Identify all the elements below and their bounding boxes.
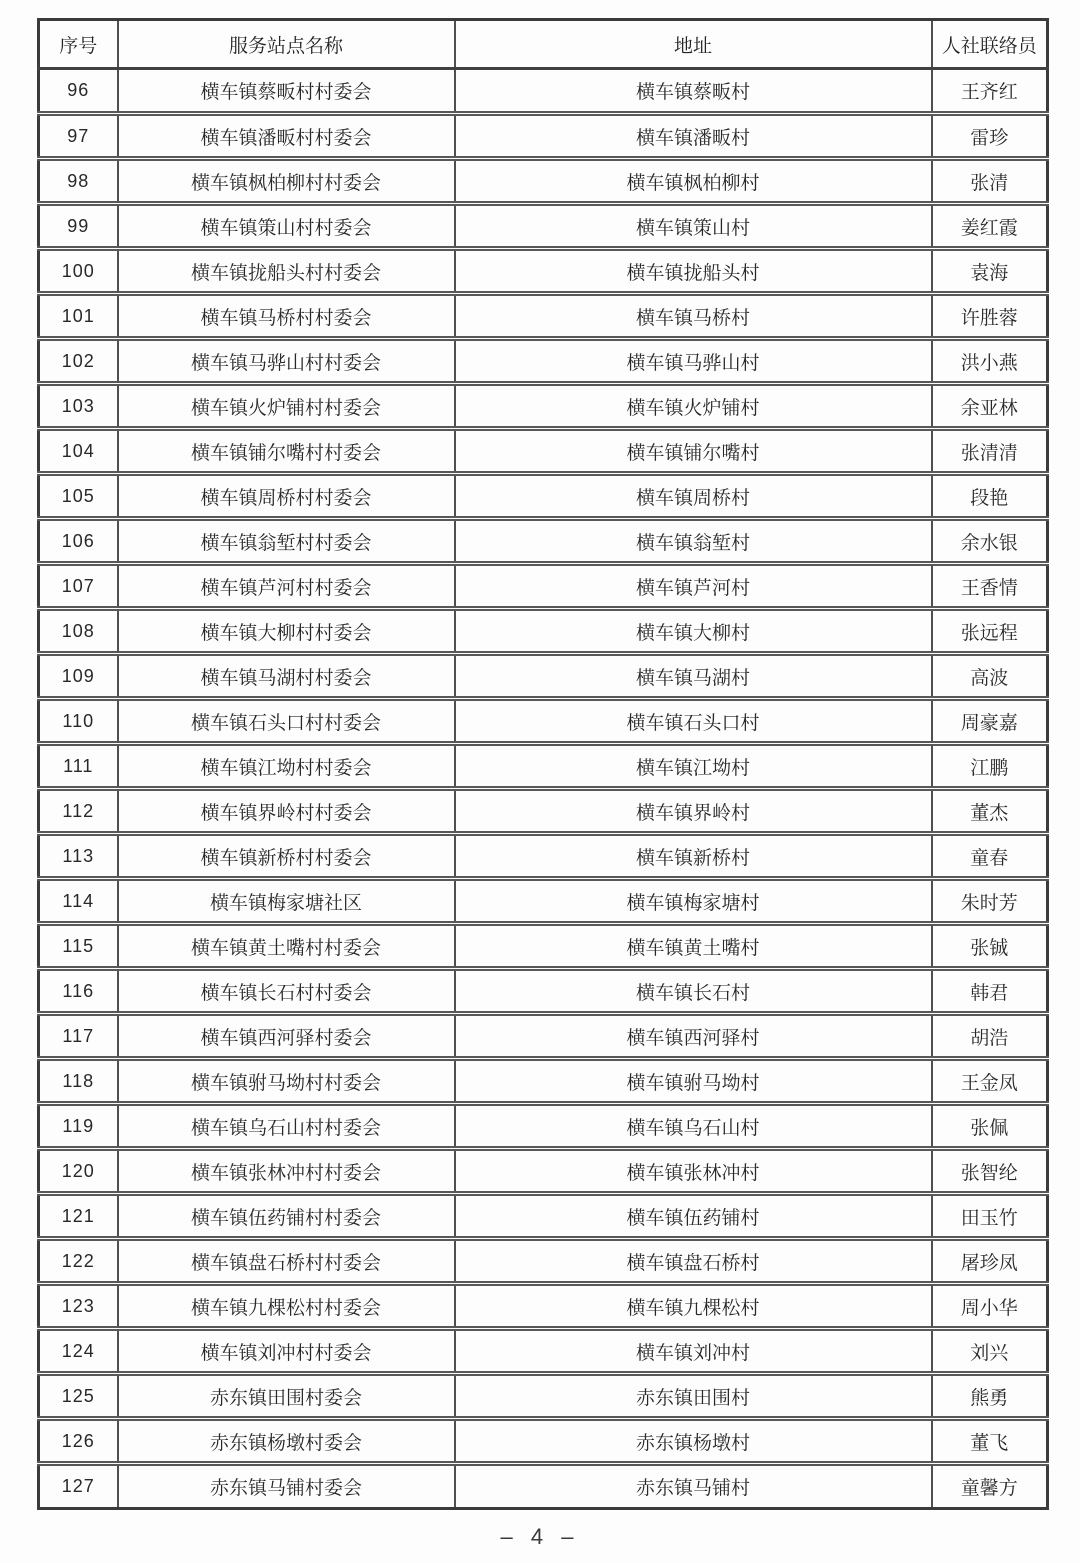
liaison-cell: 朱时芳 — [932, 879, 1048, 924]
address-cell: 横车镇伍药铺村 — [455, 1194, 932, 1239]
table-row — [39, 114, 1048, 159]
station-name-cell: 横车镇梅家塘社区 — [118, 879, 455, 924]
serial-cell: 115 — [39, 924, 118, 969]
serial-cell: 100 — [39, 249, 118, 294]
serial-cell: 111 — [39, 744, 118, 789]
liaison-cell: 王齐红 — [932, 69, 1048, 114]
station-name-cell: 赤东镇杨墩村委会 — [118, 1419, 455, 1464]
table-row — [39, 654, 1048, 699]
station-name-cell: 横车镇黄土嘴村村委会 — [118, 924, 455, 969]
serial-cell: 117 — [39, 1014, 118, 1059]
address-cell: 赤东镇田围村 — [455, 1374, 932, 1419]
address-cell: 赤东镇马铺村 — [455, 1464, 932, 1509]
address-cell: 横车镇石头口村 — [455, 699, 932, 744]
serial-cell: 102 — [39, 339, 118, 384]
liaison-cell: 胡浩 — [932, 1014, 1048, 1059]
station-name-cell: 横车镇潘畈村村委会 — [118, 114, 455, 159]
station-name-cell: 横车镇火炉铺村村委会 — [118, 384, 455, 429]
station-name-cell: 横车镇盘石桥村村委会 — [118, 1239, 455, 1284]
page-number: – 4 – — [500, 1524, 580, 1549]
liaison-cell: 张远程 — [932, 609, 1048, 654]
liaison-cell: 姜红霞 — [932, 204, 1048, 249]
station-name-cell: 横车镇枫柏柳村村委会 — [118, 159, 455, 204]
address-cell: 横车镇潘畈村 — [455, 114, 932, 159]
station-name-cell: 横车镇芦河村村委会 — [118, 564, 455, 609]
serial-cell: 107 — [39, 564, 118, 609]
table-row — [39, 294, 1048, 339]
serial-cell: 106 — [39, 519, 118, 564]
serial-cell: 110 — [39, 699, 118, 744]
station-name-cell: 横车镇长石村村委会 — [118, 969, 455, 1014]
liaison-cell: 许胜蓉 — [932, 294, 1048, 339]
table-row — [39, 204, 1048, 249]
liaison-cell: 韩君 — [932, 969, 1048, 1014]
address-cell: 横车镇梅家塘村 — [455, 879, 932, 924]
address-cell: 横车镇翁堑村 — [455, 519, 932, 564]
serial-cell: 103 — [39, 384, 118, 429]
serial-cell: 121 — [39, 1194, 118, 1239]
liaison-cell: 张清 — [932, 159, 1048, 204]
liaison-cell: 张清清 — [932, 429, 1048, 474]
address-cell: 横车镇芦河村 — [455, 564, 932, 609]
table-row — [39, 1239, 1048, 1284]
station-name-cell: 横车镇乌石山村村委会 — [118, 1104, 455, 1149]
address-cell: 横车镇长石村 — [455, 969, 932, 1014]
address-cell: 横车镇乌石山村 — [455, 1104, 932, 1149]
table-row — [39, 384, 1048, 429]
station-name-cell: 横车镇蔡畈村村委会 — [118, 69, 455, 114]
station-name-cell: 横车镇界岭村村委会 — [118, 789, 455, 834]
table-row — [39, 159, 1048, 204]
serial-cell: 104 — [39, 429, 118, 474]
table-row — [39, 879, 1048, 924]
table-row — [39, 1329, 1048, 1374]
station-name-cell: 横车镇周桥村村委会 — [118, 474, 455, 519]
table-row — [39, 429, 1048, 474]
address-cell: 横车镇西河驿村 — [455, 1014, 932, 1059]
address-cell: 横车镇九棵松村 — [455, 1284, 932, 1329]
serial-cell: 119 — [39, 1104, 118, 1149]
address-cell: 横车镇拢船头村 — [455, 249, 932, 294]
table-row — [39, 474, 1048, 519]
liaison-cell: 刘兴 — [932, 1329, 1048, 1374]
table-row — [39, 1059, 1048, 1104]
serial-cell: 120 — [39, 1149, 118, 1194]
address-cell: 横车镇枫柏柳村 — [455, 159, 932, 204]
serial-cell: 97 — [39, 114, 118, 159]
station-name-cell: 横车镇马湖村村委会 — [118, 654, 455, 699]
liaison-cell: 张智纶 — [932, 1149, 1048, 1194]
liaison-cell: 田玉竹 — [932, 1194, 1048, 1239]
address-cell: 横车镇黄土嘴村 — [455, 924, 932, 969]
liaison-cell: 童春 — [932, 834, 1048, 879]
liaison-cell: 余水银 — [932, 519, 1048, 564]
liaison-cell: 洪小燕 — [932, 339, 1048, 384]
liaison-cell: 董杰 — [932, 789, 1048, 834]
serial-cell: 99 — [39, 204, 118, 249]
col-header-liaison: 人社联络员 — [932, 20, 1048, 69]
address-cell: 横车镇蔡畈村 — [455, 69, 932, 114]
address-cell: 横车镇马桥村 — [455, 294, 932, 339]
station-name-cell: 横车镇石头口村村委会 — [118, 699, 455, 744]
station-name-cell: 横车镇翁堑村村委会 — [118, 519, 455, 564]
station-name-cell: 横车镇马骅山村村委会 — [118, 339, 455, 384]
col-header-station: 服务站点名称 — [118, 20, 455, 69]
station-name-cell: 横车镇张林冲村村委会 — [118, 1149, 455, 1194]
liaison-cell: 屠珍凤 — [932, 1239, 1048, 1284]
address-cell: 赤东镇杨墩村 — [455, 1419, 932, 1464]
liaison-cell: 江鹏 — [932, 744, 1048, 789]
serial-cell: 113 — [39, 834, 118, 879]
address-cell: 横车镇刘冲村 — [455, 1329, 932, 1374]
address-cell: 横车镇马骅山村 — [455, 339, 932, 384]
station-name-cell: 横车镇驸马坳村村委会 — [118, 1059, 455, 1104]
address-cell: 横车镇驸马坳村 — [455, 1059, 932, 1104]
serial-cell: 109 — [39, 654, 118, 699]
station-name-cell: 横车镇刘冲村村委会 — [118, 1329, 455, 1374]
liaison-cell: 高波 — [932, 654, 1048, 699]
serial-cell: 116 — [39, 969, 118, 1014]
table-row — [39, 969, 1048, 1014]
address-cell: 横车镇铺尔嘴村 — [455, 429, 932, 474]
table-row — [39, 744, 1048, 789]
liaison-cell: 周小华 — [932, 1284, 1048, 1329]
address-cell: 横车镇大柳村 — [455, 609, 932, 654]
serial-cell: 124 — [39, 1329, 118, 1374]
address-cell: 横车镇周桥村 — [455, 474, 932, 519]
liaison-cell: 段艳 — [932, 474, 1048, 519]
service-stations-table — [37, 18, 1049, 1510]
serial-cell: 127 — [39, 1464, 118, 1509]
table-row — [39, 1194, 1048, 1239]
address-cell: 横车镇界岭村 — [455, 789, 932, 834]
station-name-cell: 横车镇铺尔嘴村村委会 — [118, 429, 455, 474]
liaison-cell: 雷珍 — [932, 114, 1048, 159]
liaison-cell: 童馨方 — [932, 1464, 1048, 1509]
header-row — [39, 20, 1048, 69]
table-row — [39, 789, 1048, 834]
table-row — [39, 249, 1048, 294]
table-row — [39, 1374, 1048, 1419]
address-cell: 横车镇马湖村 — [455, 654, 932, 699]
address-cell: 横车镇江坳村 — [455, 744, 932, 789]
station-name-cell: 横车镇拢船头村村委会 — [118, 249, 455, 294]
table-row — [39, 339, 1048, 384]
address-cell: 横车镇新桥村 — [455, 834, 932, 879]
station-name-cell: 横车镇九棵松村村委会 — [118, 1284, 455, 1329]
serial-cell: 125 — [39, 1374, 118, 1419]
table-row — [39, 924, 1048, 969]
serial-cell: 126 — [39, 1419, 118, 1464]
table-row — [39, 1104, 1048, 1149]
serial-cell: 108 — [39, 609, 118, 654]
serial-cell: 122 — [39, 1239, 118, 1284]
table-row — [39, 1419, 1048, 1464]
serial-cell: 101 — [39, 294, 118, 339]
station-name-cell: 横车镇马桥村村委会 — [118, 294, 455, 339]
liaison-cell: 熊勇 — [932, 1374, 1048, 1419]
col-header-serial: 序号 — [39, 20, 118, 69]
address-cell: 横车镇策山村 — [455, 204, 932, 249]
table-row — [39, 69, 1048, 114]
station-name-cell: 横车镇伍药铺村村委会 — [118, 1194, 455, 1239]
table-row — [39, 1014, 1048, 1059]
col-header-address: 地址 — [455, 20, 932, 69]
liaison-cell: 张佩 — [932, 1104, 1048, 1149]
address-cell: 横车镇火炉铺村 — [455, 384, 932, 429]
liaison-cell: 袁海 — [932, 249, 1048, 294]
station-name-cell: 赤东镇马铺村委会 — [118, 1464, 455, 1509]
liaison-cell: 董飞 — [932, 1419, 1048, 1464]
liaison-cell: 张铖 — [932, 924, 1048, 969]
table-row — [39, 1284, 1048, 1329]
serial-cell: 96 — [39, 69, 118, 114]
serial-cell: 114 — [39, 879, 118, 924]
serial-cell: 112 — [39, 789, 118, 834]
serial-cell: 98 — [39, 159, 118, 204]
liaison-cell: 王金凤 — [932, 1059, 1048, 1104]
address-cell: 横车镇盘石桥村 — [455, 1239, 932, 1284]
serial-cell: 105 — [39, 474, 118, 519]
station-name-cell: 横车镇大柳村村委会 — [118, 609, 455, 654]
liaison-cell: 周豪嘉 — [932, 699, 1048, 744]
liaison-cell: 余亚林 — [932, 384, 1048, 429]
table-row — [39, 699, 1048, 744]
table-row — [39, 564, 1048, 609]
table-row — [39, 609, 1048, 654]
table-row — [39, 519, 1048, 564]
station-name-cell: 横车镇策山村村委会 — [118, 204, 455, 249]
address-cell: 横车镇张林冲村 — [455, 1149, 932, 1194]
liaison-cell: 王香情 — [932, 564, 1048, 609]
serial-cell: 118 — [39, 1059, 118, 1104]
table-row — [39, 834, 1048, 879]
station-name-cell: 横车镇江坳村村委会 — [118, 744, 455, 789]
table-row — [39, 1149, 1048, 1194]
station-name-cell: 横车镇新桥村村委会 — [118, 834, 455, 879]
station-name-cell: 横车镇西河驿村委会 — [118, 1014, 455, 1059]
serial-cell: 123 — [39, 1284, 118, 1329]
station-name-cell: 赤东镇田围村委会 — [118, 1374, 455, 1419]
table-row — [39, 1464, 1048, 1509]
